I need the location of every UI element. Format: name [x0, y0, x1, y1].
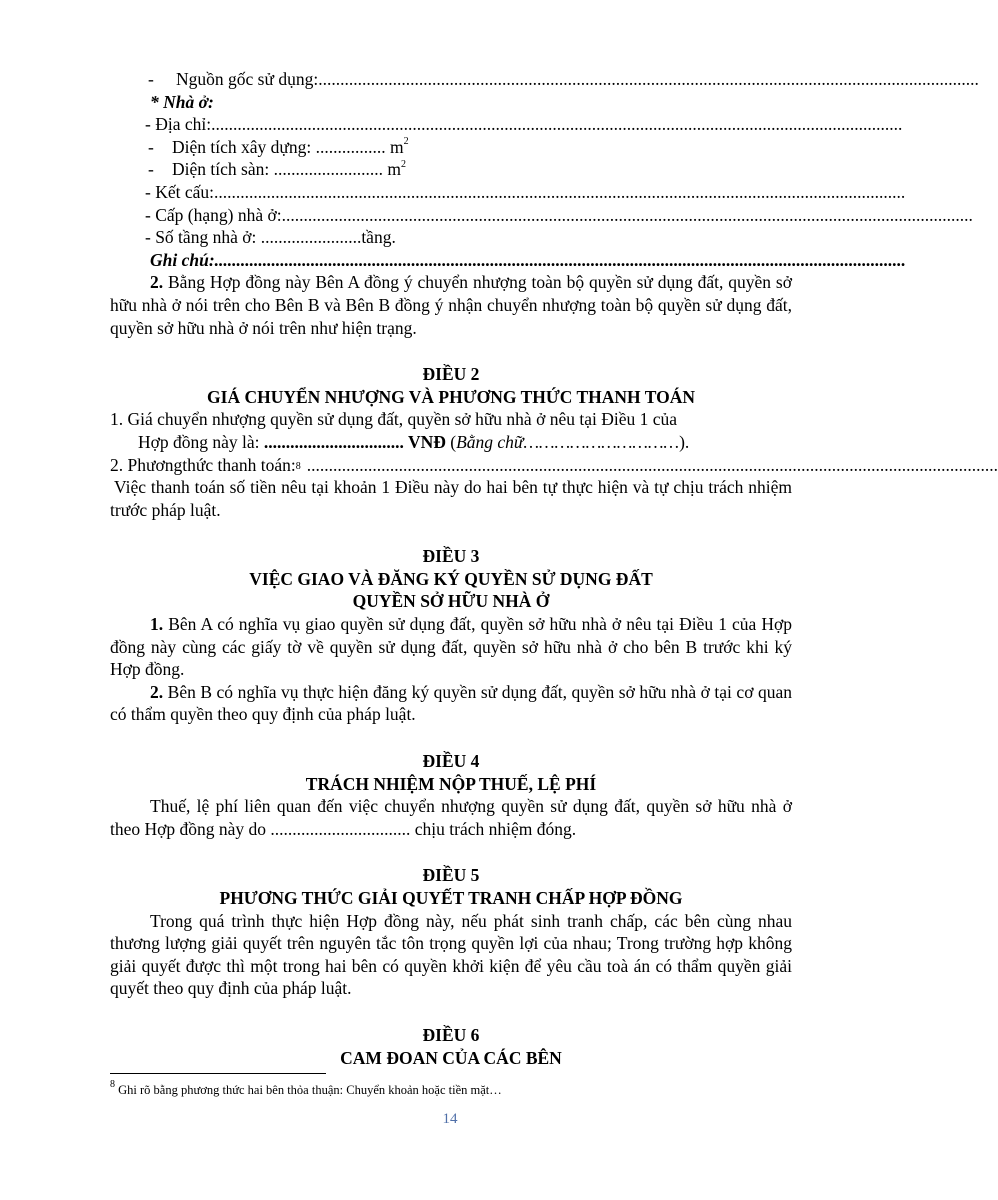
m2-superscript: 2 [403, 135, 409, 147]
dieu-5-text: Trong quá trình thực hiện Hợp đồng này, nếu phát sinh tranh chấp, các bên cùng nhau thương lượng giải quyết trên nguyên tắc tôn trọng quyền lợi của nhau; Trong trường hợp không giải quyết được thì một trong hai bên có quyền khởi kiện để yêu cầu toà án có thẩm quyền giải quyết theo quy định của pháp luật. [110, 910, 792, 999]
dieu-3-title-2: QUYỀN SỞ HỮU NHÀ Ở [352, 591, 550, 612]
dieu-2-payment-text: Việc thanh toán số tiền nêu tại khoản 1 Điều này do hai bên tự thực hiện và tự chịu trách nhiệm trước pháp luật. [110, 477, 792, 520]
clause-1-2-paragraph [110, 271, 792, 339]
dien-tich-san-label: Diện tích sàn: ......................... m [172, 159, 401, 180]
dots-fill: .............................................................................................................................................................. [214, 181, 906, 202]
dieu-2-title: GIÁ CHUYỂN NHƯỢNG VÀ PHƯƠNG THỨC THANH TOÁN [207, 386, 695, 407]
clause-number: 2. [150, 272, 164, 293]
dien-tich-xd-label: Diện tích xây dựng: ................ m [172, 136, 404, 157]
dieu-6-title: CAM ĐOAN CỦA CÁC BÊN [340, 1047, 562, 1068]
nguon-goc-line: - Nguồn gốc sử dụng: ....................................................................................................................................................... [148, 69, 979, 89]
cap-hang-line [110, 204, 973, 227]
footnote-number: 8 [110, 1078, 115, 1090]
ket-cau-label: - Kết cấu: [145, 181, 214, 202]
dien-tich-san-line: - Diện tích sàn: ......................... $m^2$ [148, 158, 406, 180]
price-in-words: Bằng chữ………………………… [456, 431, 680, 452]
nguon-goc-label: Nguồn gốc sử dụng: [176, 69, 319, 89]
payment-method-label: 2. Phươngthức thanh toán: [110, 454, 296, 475]
dots-fill: .............................................................................................................................................................. [214, 249, 906, 270]
dots-fill: .............................................................................................................................................................. [211, 114, 903, 135]
nha-o-header: * Nhà ở: [150, 91, 214, 112]
dieu-3-number: ĐIỀU 3 [422, 546, 480, 567]
m2-superscript: 2 [400, 158, 406, 170]
ghi-chu-line [110, 249, 906, 272]
dia-chi-label: - Địa chỉ: [145, 114, 212, 135]
footnote-divider [110, 1073, 326, 1074]
dieu-5-number: ĐIỀU 5 [422, 865, 480, 886]
dots-fill: .............................................................................................................................................................. [281, 204, 973, 225]
dieu-5-title: PHƯƠNG THỨC GIẢI QUYẾT TRANH CHẤP HỢP ĐỒNG [219, 888, 683, 908]
dieu-3-para-2: 2. Bên B có nghĩa vụ thực hiện đăng ký quyền sử dụng đất, quyền sở hữu nhà ở tại cơ quan có thẩm quyền theo quy định của pháp luật. [110, 681, 792, 725]
dieu-4-text: Thuế, lệ phí liên quan đến việc chuyển nhượng quyền sử dụng đất, quyền sở hữu nhà ở theo Hợp đồng này do ................................ chịu trách nhiệm đóng. [110, 796, 792, 839]
dieu-4-number: ĐIỀU 4 [422, 751, 480, 772]
dieu-2-item-1a: 1. Giá chuyển nhượng quyền sử dụng đất, quyền sở hữu nhà ở nêu tại Điều 1 của [110, 409, 678, 430]
footnote [110, 1078, 502, 1098]
price-blank: ................................ VNĐ [263, 431, 446, 452]
ghi-chu-label: Ghi chú: [150, 249, 215, 270]
dieu-2-item-1b: Hợp đồng này là: ................................ VNĐ (Bằng chữ…………………………). [138, 431, 690, 452]
dieu-4-title: TRÁCH NHIỆM NỘP THUẾ, LỆ PHÍ [305, 773, 597, 794]
footnote-text: Ghi rõ bằng phương thức hai bên thỏa thuận: Chuyển khoản hoặc tiền mặt… [115, 1083, 502, 1097]
page-number: 14 [442, 1111, 458, 1127]
cap-hang-label: - Cấp (hạng) nhà ở: [145, 204, 282, 225]
dieu-3-para-1: 1. Bên A có nghĩa vụ giao quyền sử dụng đất, quyền sở hữu nhà ở nêu tại Điều 1 của Hợp đồng này cùng các giấy tờ về quyền sử dụng đất, quyền sở hữu nhà ở cho bên B trước khi ký Hợp đồng. [110, 614, 792, 680]
dien-tich-xd-line: - Diện tích xây dựng: ................ $m^2$ [148, 135, 409, 157]
ket-cau-line [110, 181, 906, 204]
dieu-2-number: ĐIỀU 2 [422, 364, 480, 385]
dieu-6-number: ĐIỀU 6 [422, 1024, 480, 1045]
clause-text: Bằng Hợp đồng này Bên A đồng ý chuyển nhượng toàn bộ quyền sử dụng đất, quyền sở hữu nhà ở nói trên cho Bên B và Bên B đồng ý nhận chuyển nhượng toàn bộ quyền sử dụng đất, quyền sở hữu nhà ở nói trên như hiện trạng. [110, 272, 792, 338]
dots-fill: .............................................................................................................................................................. [306, 454, 998, 475]
dieu-2-item-2: 2. Phươngthức thanh toán: $^8$ .............................................................................................................................................................. [110, 454, 998, 475]
dia-chi-line [110, 113, 903, 136]
so-tang-line: - Số tầng nhà ở: .......................tầng. [145, 227, 396, 248]
document-page [110, 68, 998, 1069]
dots-fill: ....................................................................................................................................................... [318, 69, 979, 89]
dieu-3-title-1: VIỆC GIAO VÀ ĐĂNG KÝ QUYỀN SỬ DỤNG ĐẤT [249, 568, 653, 589]
